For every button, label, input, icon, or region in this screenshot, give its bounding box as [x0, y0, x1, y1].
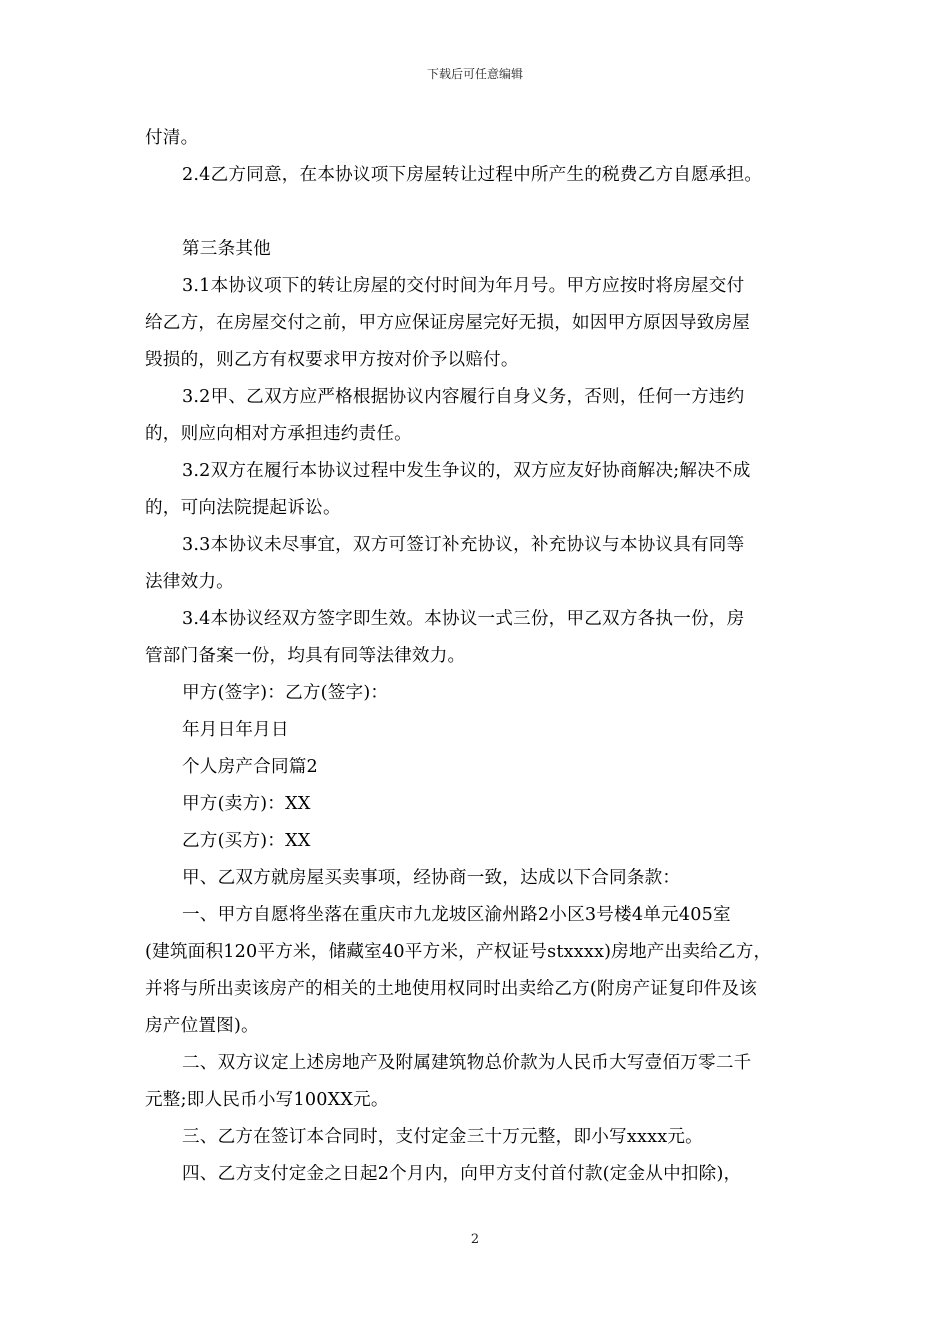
- term-3: 三、乙方在签订本合同时，支付定金三十万元整，即小写xxxx元。: [182, 1127, 703, 1147]
- signature-line: 甲方(签字)：乙方(签字)：: [182, 683, 389, 703]
- text-line: (建筑面积120平方米，储藏室40平方米，产权证号stxxxx)房地产出卖给乙方，: [145, 942, 772, 962]
- text-line: 房产位置图)。: [145, 1016, 259, 1036]
- text-line: 并将与所出卖该房产的相关的土地使用权同时出卖给乙方(附房产证复印件及该: [145, 979, 758, 999]
- clause-3-3: 3.3本协议未尽事宜，双方可签订补充协议，补充协议与本协议具有同等: [182, 535, 745, 555]
- contract-2-title: 个人房产合同篇2: [182, 757, 318, 777]
- contract-intro: 甲、乙双方就房屋买卖事项，经协商一致，达成以下合同条款：: [182, 868, 681, 888]
- text-line: 的，则应向相对方承担违约责任。: [145, 424, 412, 444]
- page-header-note: 下载后可任意编辑: [426, 67, 523, 81]
- document-body: [145, 120, 815, 1193]
- party-b-buyer: 乙方(买方)：XX: [182, 831, 311, 851]
- term-2: 二、双方议定上述房地产及附属建筑物总价款为人民币大写壹佰万零二千: [182, 1053, 752, 1073]
- term-1: 一、甲方自愿将坐落在重庆市九龙坡区渝州路2小区3号楼4单元405室: [182, 905, 731, 925]
- page-number: 2: [470, 1232, 480, 1247]
- clause-3-1: 3.1本协议项下的转让房屋的交付时间为年月号。甲方应按时将房屋交付: [182, 276, 745, 296]
- paragraph-gap: [145, 194, 815, 231]
- clause-3-4: 3.4本协议经双方签字即生效。本协议一式三份，甲乙双方各执一份，房: [182, 609, 745, 629]
- text-line: 管部门备案一份，均具有同等法律效力。: [145, 646, 466, 666]
- clause-3-2-b: 3.2双方在履行本协议过程中发生争议的，双方应友好协商解决;解决不成: [182, 461, 751, 481]
- text-line: 的，可向法院提起诉讼。: [145, 498, 341, 518]
- party-a-seller: 甲方(卖方)：XX: [182, 794, 311, 814]
- clause-2-4: 2.4乙方同意，在本协议项下房屋转让过程中所产生的税费乙方自愿承担。: [182, 165, 763, 185]
- text-line: 法律效力。: [145, 572, 234, 592]
- text-line: 元整;即人民币小写100XX元。: [145, 1090, 389, 1110]
- text-line: 付清。: [145, 128, 199, 148]
- text-line: 给乙方，在房屋交付之前，甲方应保证房屋完好无损，如因甲方原因导致房屋: [145, 313, 750, 333]
- date-line: 年月日年月日: [182, 720, 289, 740]
- term-4: 四、乙方支付定金之日起2个月内，向甲方支付首付款(定金从中扣除)，: [182, 1164, 742, 1184]
- article-3-heading: 第三条其他: [182, 239, 271, 259]
- text-line: 毁损的，则乙方有权要求甲方按对价予以赔付。: [145, 350, 519, 370]
- clause-3-2-a: 3.2甲、乙双方应严格根据协议内容履行自身义务，否则，任何一方违约: [182, 387, 745, 407]
